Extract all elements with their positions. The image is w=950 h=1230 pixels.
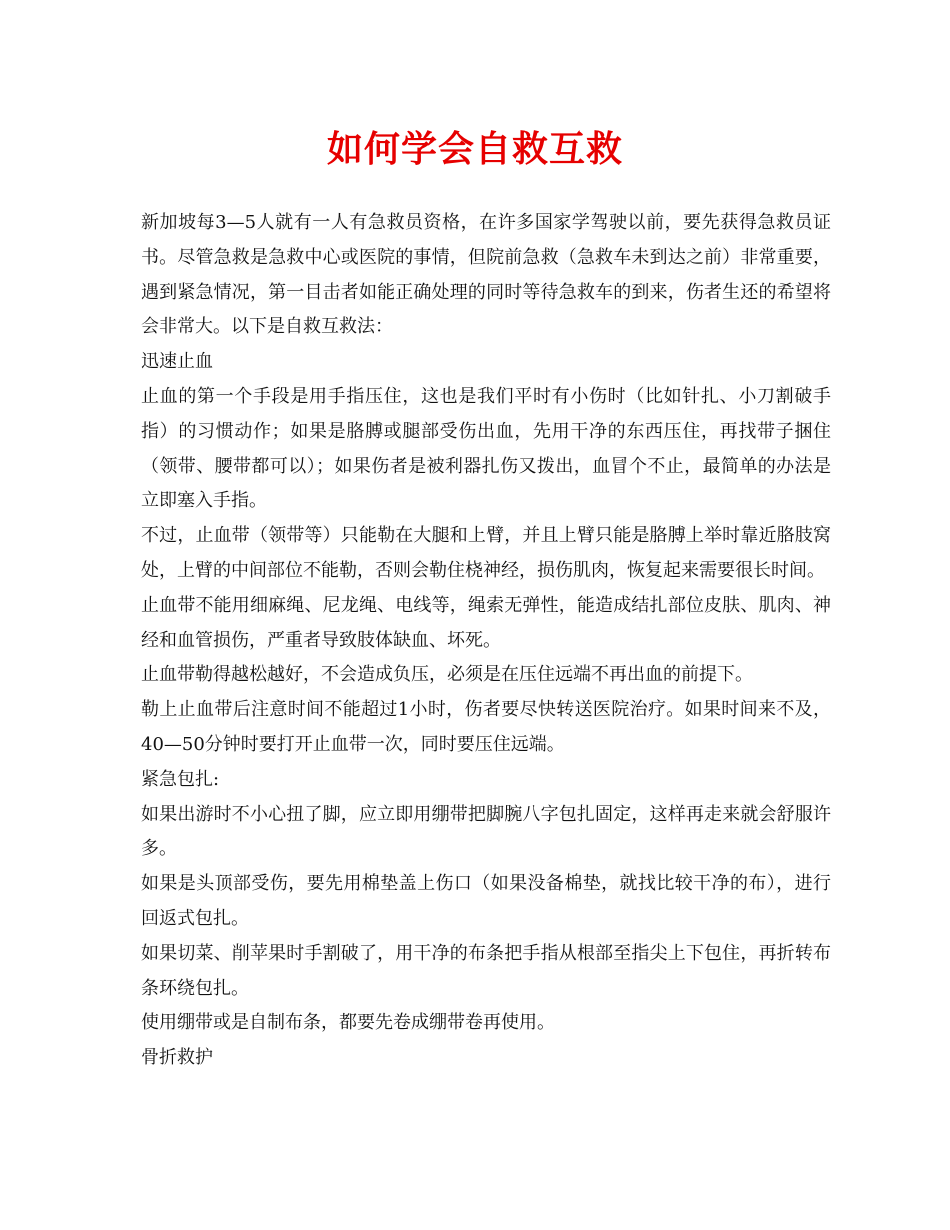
document-body xyxy=(141,206,831,1076)
paragraph-bandage-roll: 使用绷带或是自制布条，都要先卷成绷带卷再使用。 xyxy=(141,1012,555,1034)
heading-emergency-bandaging: 紧急包扎: xyxy=(141,768,220,790)
paragraph-tourniquet-time: 勒上止血带后注意时间不能超过1小时，伤者要尽快转送医院治疗。如果时间来不及，40—50分钟时要打开止血带一次，同时要压住远端。 xyxy=(141,699,831,755)
heading-fracture-care: 骨折救护 xyxy=(141,1047,213,1069)
paragraph-intro: 新加坡每3—5人就有一人有急救员资格，在许多国家学驾驶以前，要先获得急救员证书。尽管急救是急救中心或医院的事情，但院前急救（急救车未到达之前）非常重要，遇到紧急情况，第一目击者如能正确处理的同时等待急救车的到来，伤者生还的希望将会非常大。以下是自救互救法： xyxy=(141,212,831,338)
paragraph-ankle-bandage: 如果出游时不小心扭了脚，应立即用绷带把脚腕八字包扎固定，这样再走来就会舒服许多。 xyxy=(141,803,831,860)
paragraph-finger-pressure: 止血的第一个手段是用手指压住，这也是我们平时有小伤时（比如针扎、小刀割破手指）的习惯动作；如果是胳膊或腿部受伤出血，先用干净的东西压住，再找带子捆住（领带、腰带都可以）；如果伤者是被利器扎伤又拨出，血冒个不止，最简单的办法是立即塞入手指。 xyxy=(141,385,831,512)
paragraph-tourniquet-material: 止血带不能用细麻绳、尼龙绳、电线等，绳索无弹性，能造成结扎部位皮肤、肌肉、神经和血管损伤，严重者导致肢体缺血、坏死。 xyxy=(141,594,831,651)
paragraph-head-bandage: 如果是头顶部受伤，要先用棉垫盖上伤口（如果没备棉垫，就找比较干净的布），进行回返式包扎。 xyxy=(141,873,831,929)
paragraph-tourniquet-tightness: 止血带勒得越松越好，不会造成负压，必须是在压住远端不再出血的前提下。 xyxy=(141,664,753,686)
heading-stop-bleeding: 迅速止血 xyxy=(141,351,213,373)
paragraph-finger-bandage: 如果切菜、削苹果时手割破了，用干净的布条把手指从根部至指尖上下包住，再折转布条环绕包扎。 xyxy=(141,942,831,999)
document-title: 如何学会自救互救 xyxy=(326,128,623,170)
paragraph-tourniquet-position: 不过，止血带（领带等）只能勒在大腿和上臂，并且上臂只能是胳膊上举时靠近胳肢窝处，上臂的中间部位不能勒，否则会勒住桡神经，损伤肌肉，恢复起来需要很长时间。 xyxy=(141,525,831,581)
